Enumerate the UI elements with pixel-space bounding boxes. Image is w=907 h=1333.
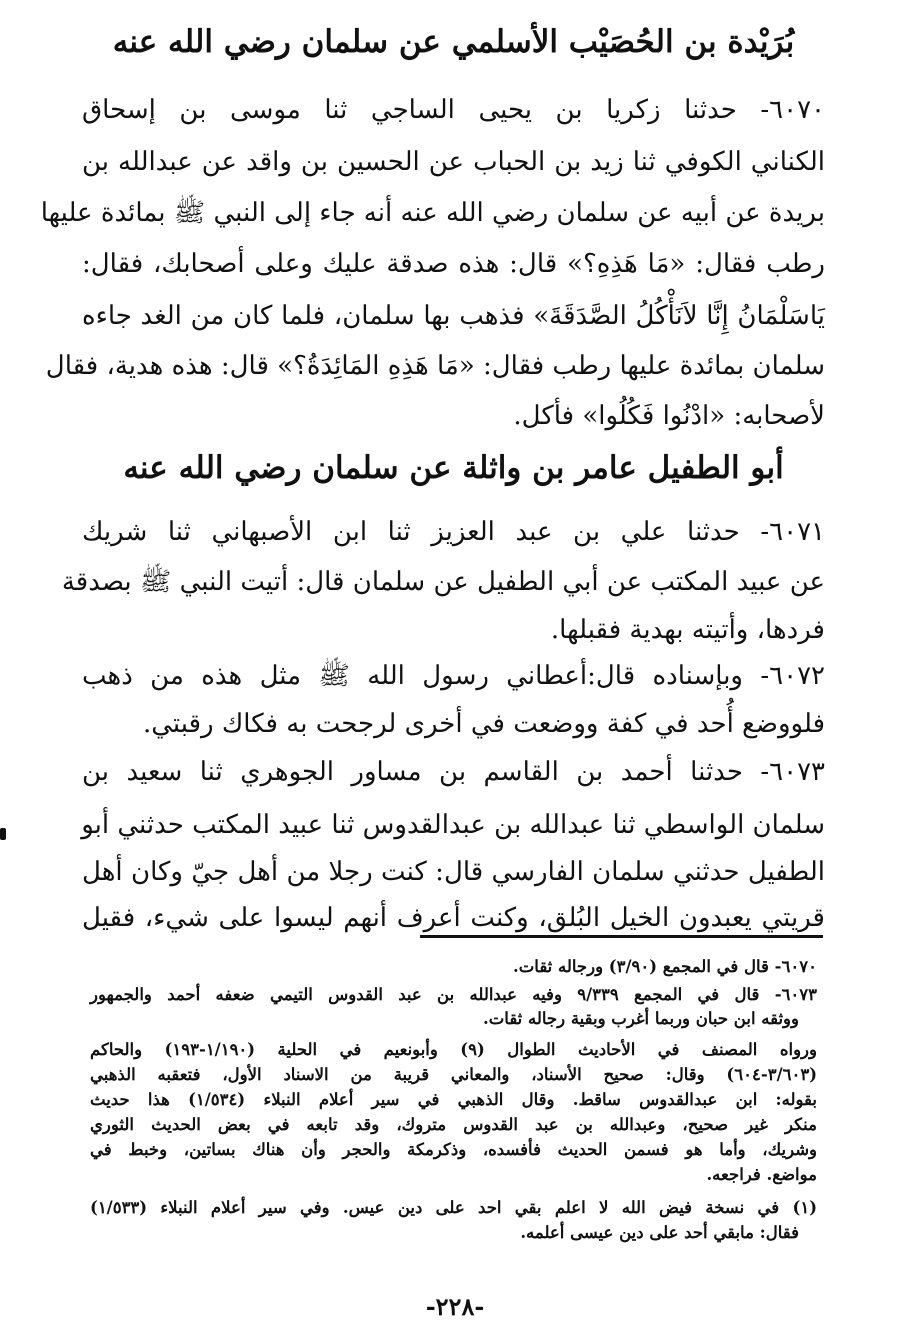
footnote-line: منكر غير صحيح، وعبدالله بن عبد القدوس متروك، وقد تابعه في بعض الحديث الثوري (90, 1115, 817, 1134)
page-number: -٢٢٨- (425, 1292, 485, 1321)
scan-mark (0, 828, 6, 840)
footnote-line: فقال: مابقي أحد على دين عيسى أعلمه. (520, 1223, 799, 1242)
section-heading-abu-tufayl: أبو الطفيل عامر بن واثلة عن سلمان رضي الله عنه (123, 450, 784, 486)
text-line: يَاسَلْمَانُ إِنَّا لاَنَأْكُلُ الصَّدَقَةَ» فذهب بها سلمان، فلما كان من الغد جاءه (82, 301, 825, 331)
text-line: فلووضع أُحد في كفة ووضعت في أخرى لرجحت به فكاك رقبتي. (142, 709, 825, 739)
text-line: الكناني الكوفي ثنا زيد بن الحباب عن الحسين بن واقد عن عبدالله بن (82, 147, 825, 177)
text-line: سلمان بمائدة عليها رطب فقال: «مَا هَذِهِ المَائِدَةُ؟» قال: هذه هدية، فقال (45, 351, 825, 381)
footnote-line: بقوله: ابن عبدالقدوس ساقط. وقال الذهبي في سير أعلام النبلاء (١/٥٣٤) هذا حديث (90, 1090, 817, 1109)
text-line: فردها، وأتيته بهدية فقبلها. (550, 615, 825, 645)
text-line: ٦٠٧١- حدثنا علي بن عبد العزيز ثنا ابن الأصبهاني ثنا شريك (82, 517, 825, 547)
text-line: رطب فقال: «مَا هَذِهِ؟» قال: هذه صدقة عليك وعلى أصحابك، فقال: (82, 249, 825, 279)
footnote-line: ٦٠٧٠- قال في المجمع (٣/٩٠) ورجاله ثقات. (513, 957, 817, 976)
footnote-line: (٣/٦٠٣-٦٠٤) وقال: صحيح الأسناد، والمعاني قريبة من الاسناد الأول، فتعقبه الذهبي (90, 1065, 817, 1084)
footnote-line: ووثقه ابن حبان وربما أغرب وبقية رجاله ثقات. (483, 1009, 799, 1028)
section-heading-buraydah: بُرَيْدة بن الحُصَيْب الأسلمي عن سلمان رضي الله عنه (112, 24, 795, 60)
text-line: بريدة عن أبيه عن سلمان رضي الله عنه أنه جاء إلى النبي ﷺ بمائدة عليها (40, 198, 825, 228)
footnote-line: ٦٠٧٣- قال في المجمع ٩/٣٣٩ وفيه عبدالله بن عبد القدوس التيمي ضعفه أحمد والجمهور (90, 985, 817, 1004)
text-line: لأصحابه: «ادْنُوا فَكُلُوا» فأكل. (513, 401, 825, 431)
footnote-line: مواضع. فراجعه. (706, 1165, 817, 1184)
footnote-line: ورواه المصنف في الأحاديث الطوال (٩) وأبونعيم في الحلية (١/١٩٠-١٩٣) والحاكم (90, 1040, 817, 1059)
footnote-line: (١) في نسخة فيض الله لا اعلم بقي احد على دين عيس. وفي سير أعلام النبلاء (١/٥٣٣) (90, 1198, 817, 1217)
footnote-divider (420, 935, 823, 938)
text-line: قريتي يعبدون الخيل البُلق، وكنت أعرف أنهم ليسوا على شيء، فقيل (82, 903, 825, 933)
text-line: ٦٠٧٣- حدثنا أحمد بن القاسم بن مساور الجوهري ثنا سعيد بن (82, 757, 825, 787)
text-line: عن عبيد المكتب عن أبي الطفيل عن سلمان قال: أتيت النبي ﷺ بصدقة (61, 567, 825, 597)
text-line: الطفيل حدثني سلمان الفارسي قال: كنت رجلا من أهل جيّ وكان أهل (82, 857, 825, 887)
text-line: ٦٠٧٢- وبإسناده قال:أعطاني رسول الله ﷺ مثل هذه من ذهب (82, 661, 825, 691)
text-line: ٦٠٧٠- حدثنا زكريا بن يحيى الساجي ثنا موسى بن إسحاق (82, 95, 825, 125)
text-line: سلمان الواسطي ثنا عبدالله بن عبدالقدوس ثنا عبيد المكتب حدثني أبو (81, 810, 825, 840)
footnote-line: وشريك، وأما هو فسمن الحديث فأفسده، وذكرمكة والحجر وأن هناك بساتين، وخبط في (90, 1140, 817, 1159)
